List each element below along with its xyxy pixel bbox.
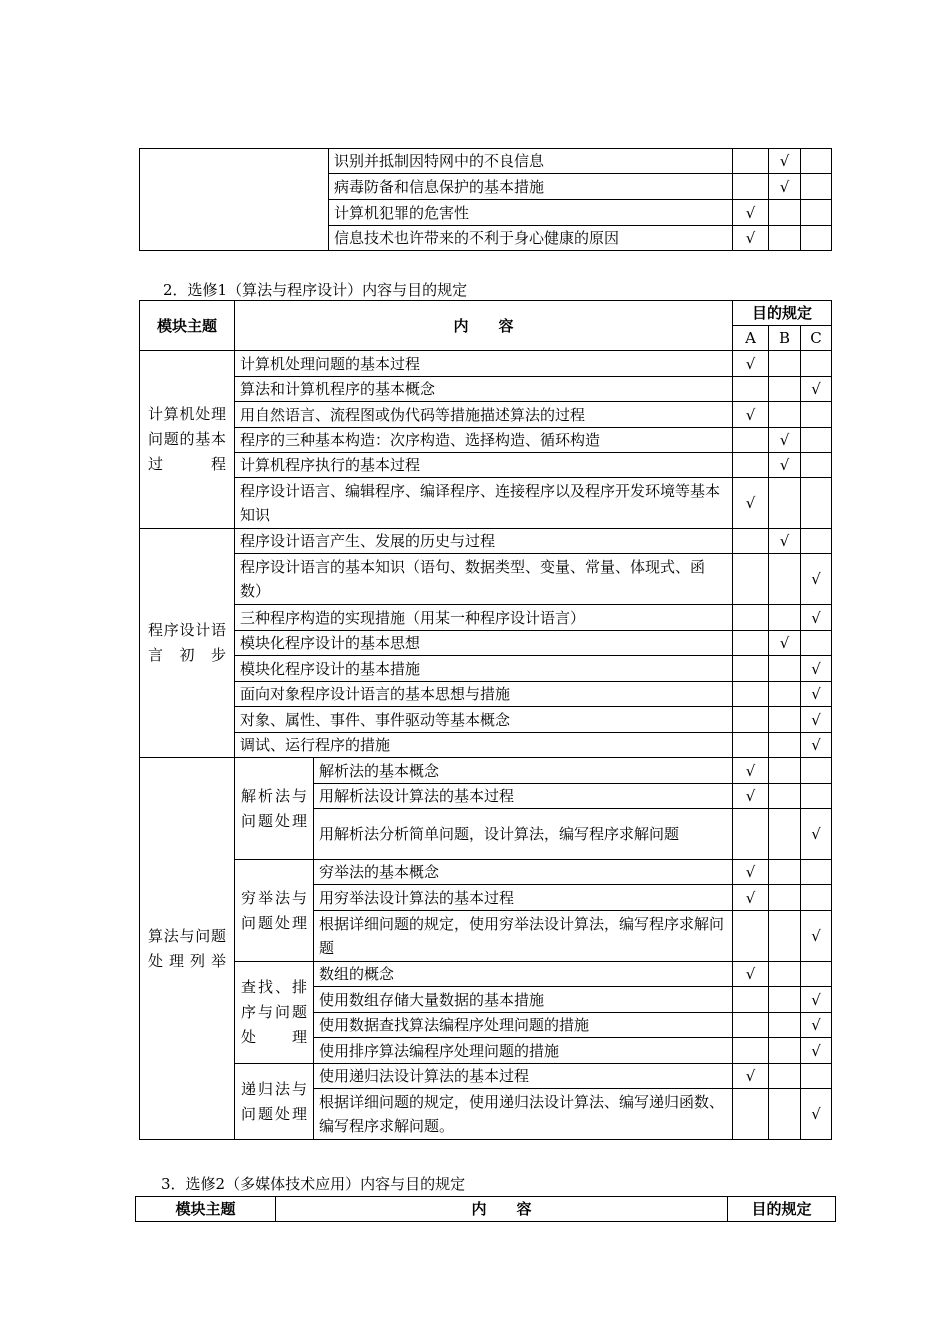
table-row bbox=[140, 733, 832, 758]
section-3-caption: 3．选修2（多媒体技术应用）内容与目的规定 bbox=[161, 1175, 466, 1193]
header-target: 目的规定 bbox=[733, 301, 832, 326]
content-cell: 面向对象程序设计语言的基本思想与措施 bbox=[235, 682, 733, 707]
content-cell: 识别并抵制因特网中的不良信息 bbox=[329, 149, 733, 174]
target-a-cell: √ bbox=[733, 226, 769, 251]
target-b-cell bbox=[769, 784, 801, 809]
target-a-cell bbox=[733, 377, 769, 402]
content-cell: 信息技术也许带来的不利于身心健康的原因 bbox=[329, 226, 733, 251]
content-cell: 根据详细问题的规定，使用穷举法设计算法，编写程序求解问题 bbox=[314, 911, 733, 962]
target-b-cell bbox=[769, 987, 801, 1013]
target-a-cell bbox=[733, 605, 769, 631]
subtopic-cell: 穷举法与问题处理 bbox=[235, 860, 314, 962]
target-a-cell: √ bbox=[733, 1064, 769, 1089]
target-c-cell bbox=[801, 631, 832, 656]
target-b-cell bbox=[769, 656, 801, 682]
target-c-cell bbox=[801, 351, 832, 377]
subtopic-cell: 解析法与问题处理 bbox=[235, 758, 314, 860]
topic-cell: 计算机处理问题的基本过程 bbox=[140, 351, 235, 529]
content-cell: 用穷举法设计算法的基本过程 bbox=[314, 885, 733, 911]
header-topic: 模块主题 bbox=[140, 301, 235, 351]
content-cell: 算法和计算机程序的基本概念 bbox=[235, 377, 733, 402]
topic-cell: 算法与问题处理列举 bbox=[140, 758, 235, 1140]
content-cell: 用解析法分析简单问题，设计算法，编写程序求解问题 bbox=[314, 809, 733, 860]
target-a-cell bbox=[733, 149, 769, 174]
target-c-cell: √ bbox=[801, 605, 832, 631]
subtopic-cell: 查找、排序与问题处理 bbox=[235, 962, 314, 1064]
content-cell: 模块化程序设计的基本思想 bbox=[235, 631, 733, 656]
target-c-cell bbox=[801, 860, 832, 885]
target-a-cell bbox=[733, 453, 769, 478]
table-row bbox=[140, 631, 832, 656]
target-a-cell: √ bbox=[733, 351, 769, 377]
target-c-cell bbox=[801, 200, 832, 226]
target-a-cell bbox=[733, 174, 769, 200]
target-a-cell bbox=[733, 554, 769, 605]
target-c-cell bbox=[801, 885, 832, 911]
target-c-cell bbox=[801, 174, 832, 200]
table-row bbox=[140, 962, 832, 987]
target-c-cell bbox=[801, 758, 832, 784]
target-b-cell bbox=[769, 1038, 801, 1064]
header-content: 内 容 bbox=[235, 301, 733, 351]
target-c-cell bbox=[801, 428, 832, 453]
target-b-cell bbox=[769, 478, 801, 529]
target-c-cell: √ bbox=[801, 377, 832, 402]
target-c-cell bbox=[801, 529, 832, 554]
target-b-cell: √ bbox=[769, 453, 801, 478]
content-cell: 使用数组存储大量数据的基本措施 bbox=[314, 987, 733, 1013]
target-a-cell bbox=[733, 428, 769, 453]
target-b-cell bbox=[769, 707, 801, 733]
target-b-cell bbox=[769, 351, 801, 377]
target-b-cell bbox=[769, 200, 801, 226]
target-c-cell: √ bbox=[801, 1038, 832, 1064]
target-b-cell bbox=[769, 911, 801, 962]
table-row bbox=[140, 529, 832, 554]
target-b-cell: √ bbox=[769, 428, 801, 453]
target-c-cell bbox=[801, 226, 832, 251]
table-row bbox=[140, 682, 832, 707]
target-c-cell bbox=[801, 1064, 832, 1089]
target-a-cell: √ bbox=[733, 402, 769, 428]
table-row bbox=[140, 1064, 832, 1089]
table-row bbox=[140, 149, 832, 174]
table-continued bbox=[139, 148, 832, 251]
table-row bbox=[140, 758, 832, 784]
target-a-cell: √ bbox=[733, 885, 769, 911]
content-cell: 数组的概念 bbox=[314, 962, 733, 987]
target-a-cell: √ bbox=[733, 860, 769, 885]
target-a-cell bbox=[733, 809, 769, 860]
table-row bbox=[140, 453, 832, 478]
target-c-cell: √ bbox=[801, 987, 832, 1013]
target-b-cell bbox=[769, 1064, 801, 1089]
target-a-cell bbox=[733, 911, 769, 962]
target-c-cell bbox=[801, 478, 832, 529]
content-cell: 根据详细问题的规定，使用递归法设计算法、编写递归函数、编写程序求解问题。 bbox=[314, 1089, 733, 1140]
content-cell: 计算机程序执行的基本过程 bbox=[235, 453, 733, 478]
target-c-cell: √ bbox=[801, 809, 832, 860]
content-cell: 计算机处理问题的基本过程 bbox=[235, 351, 733, 377]
table-row bbox=[140, 351, 832, 377]
subtopic-cell: 递归法与问题处理 bbox=[235, 1064, 314, 1140]
target-c-cell: √ bbox=[801, 656, 832, 682]
content-cell: 程序设计语言产生、发展的历史与过程 bbox=[235, 529, 733, 554]
target-c-cell: √ bbox=[801, 554, 832, 605]
content-cell: 三种程序构造的实现措施（用某一种程序设计语言） bbox=[235, 605, 733, 631]
target-b-cell bbox=[769, 554, 801, 605]
target-b-cell bbox=[769, 605, 801, 631]
table-row bbox=[140, 478, 832, 529]
content-cell: 使用递归法设计算法的基本过程 bbox=[314, 1064, 733, 1089]
content-cell: 使用排序算法编程序处理问题的措施 bbox=[314, 1038, 733, 1064]
target-b-cell bbox=[769, 733, 801, 758]
target-c-cell: √ bbox=[801, 911, 832, 962]
target-a-cell bbox=[733, 529, 769, 554]
header-level-b: B bbox=[769, 326, 801, 351]
content-cell: 调试、运行程序的措施 bbox=[235, 733, 733, 758]
target-c-cell bbox=[801, 402, 832, 428]
target-b-cell bbox=[769, 1013, 801, 1038]
content-cell: 程序设计语言的基本知识（语句、数据类型、变量、常量、体现式、函数） bbox=[235, 554, 733, 605]
header-target: 目的规定 bbox=[728, 1197, 836, 1222]
target-a-cell bbox=[733, 707, 769, 733]
header-level-a: A bbox=[733, 326, 769, 351]
topic-cell: 程序设计语言初步 bbox=[140, 529, 235, 758]
target-a-cell bbox=[733, 682, 769, 707]
target-a-cell bbox=[733, 631, 769, 656]
header-level-c: C bbox=[801, 326, 832, 351]
content-cell: 程序设计语言、编辑程序、编译程序、连接程序以及程序开发环境等基本知识 bbox=[235, 478, 733, 529]
target-b-cell bbox=[769, 402, 801, 428]
target-b-cell bbox=[769, 682, 801, 707]
table-row bbox=[140, 377, 832, 402]
target-a-cell: √ bbox=[733, 962, 769, 987]
target-b-cell: √ bbox=[769, 174, 801, 200]
target-b-cell bbox=[769, 885, 801, 911]
target-b-cell bbox=[769, 1089, 801, 1140]
target-a-cell bbox=[733, 656, 769, 682]
table-elective-2 bbox=[135, 1196, 836, 1222]
target-b-cell bbox=[769, 962, 801, 987]
target-b-cell bbox=[769, 758, 801, 784]
target-a-cell: √ bbox=[733, 200, 769, 226]
target-c-cell bbox=[801, 453, 832, 478]
target-a-cell: √ bbox=[733, 758, 769, 784]
target-a-cell bbox=[733, 1013, 769, 1038]
target-c-cell: √ bbox=[801, 1013, 832, 1038]
target-a-cell: √ bbox=[733, 478, 769, 529]
target-b-cell bbox=[769, 226, 801, 251]
content-cell: 模块化程序设计的基本措施 bbox=[235, 656, 733, 682]
table-row bbox=[140, 554, 832, 605]
target-b-cell bbox=[769, 377, 801, 402]
target-c-cell: √ bbox=[801, 682, 832, 707]
content-cell: 穷举法的基本概念 bbox=[314, 860, 733, 885]
target-c-cell: √ bbox=[801, 733, 832, 758]
target-b-cell bbox=[769, 809, 801, 860]
target-b-cell bbox=[769, 860, 801, 885]
content-cell: 用自然语言、流程图或伪代码等措施描述算法的过程 bbox=[235, 402, 733, 428]
table-row bbox=[140, 860, 832, 885]
section-2-caption: 2．选修1（算法与程序设计）内容与目的规定 bbox=[163, 281, 468, 299]
topic-cell-empty bbox=[140, 149, 329, 251]
table-row bbox=[140, 605, 832, 631]
target-c-cell bbox=[801, 962, 832, 987]
target-c-cell: √ bbox=[801, 1089, 832, 1140]
content-cell: 对象、属性、事件、事件驱动等基本概念 bbox=[235, 707, 733, 733]
table-row bbox=[140, 402, 832, 428]
target-b-cell: √ bbox=[769, 631, 801, 656]
content-cell: 使用数据查找算法编程序处理问题的措施 bbox=[314, 1013, 733, 1038]
target-a-cell bbox=[733, 987, 769, 1013]
target-a-cell bbox=[733, 1089, 769, 1140]
content-cell: 用解析法设计算法的基本过程 bbox=[314, 784, 733, 809]
target-a-cell: √ bbox=[733, 784, 769, 809]
table-row bbox=[140, 707, 832, 733]
table-elective-1 bbox=[139, 300, 832, 1140]
target-c-cell: √ bbox=[801, 707, 832, 733]
content-cell: 程序的三种基本构造：次序构造、选择构造、循环构造 bbox=[235, 428, 733, 453]
target-a-cell bbox=[733, 1038, 769, 1064]
target-c-cell bbox=[801, 784, 832, 809]
table-row bbox=[140, 428, 832, 453]
content-cell: 解析法的基本概念 bbox=[314, 758, 733, 784]
header-content: 内 容 bbox=[276, 1197, 728, 1222]
content-cell: 计算机犯罪的危害性 bbox=[329, 200, 733, 226]
table-row bbox=[140, 656, 832, 682]
target-a-cell bbox=[733, 733, 769, 758]
content-cell: 病毒防备和信息保护的基本措施 bbox=[329, 174, 733, 200]
target-b-cell: √ bbox=[769, 529, 801, 554]
target-b-cell: √ bbox=[769, 149, 801, 174]
header-topic: 模块主题 bbox=[136, 1197, 276, 1222]
target-c-cell bbox=[801, 149, 832, 174]
